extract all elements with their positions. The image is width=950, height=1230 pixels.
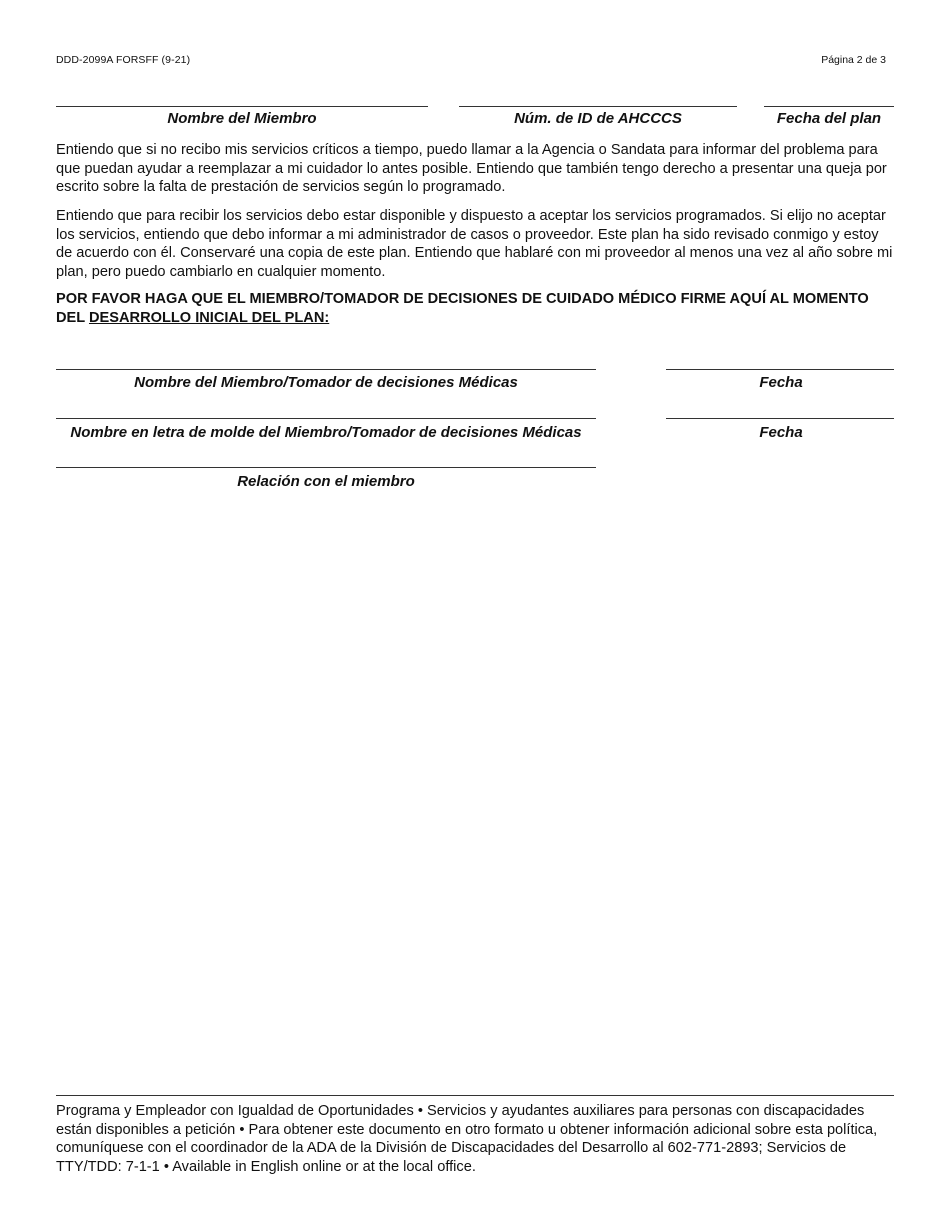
date-label-1: Fecha [759, 374, 803, 391]
footer-text: Programa y Empleador con Igualdad de Oportunidades • Servicios y ayudantes auxiliares para personas con discapacidades están disponibles a petición • Para obtener este documento en otro formato u obtener información adicional sobre esta política, comuníquese con el coordinador de la ADA de la División de Discapacidades del Desarrollo al 602-771-2893; Servicios de TTY/TDD: 7-1-1 • Available in English online or at the local office. [56, 1103, 878, 1175]
printed-name-label: Nombre en letra de molde del Miembro/Tomador de decisiones Médicas [70, 424, 582, 441]
instruction-text: POR FAVOR HAGA QUE EL MIEMBRO/TOMADOR DE DECISIONES DE CUIDADO MÉDICO FIRME AQUÍ AL MOMENTO DEL [56, 291, 869, 326]
date-line-1[interactable] [666, 369, 894, 370]
member-name-label: Nombre del Miembro [167, 110, 317, 127]
member-name-line[interactable] [56, 106, 428, 107]
footer-divider [56, 1095, 894, 1096]
plan-date-line[interactable] [764, 106, 894, 107]
member-signature-line[interactable] [56, 369, 596, 370]
plan-date-label: Fecha del plan [776, 110, 882, 127]
paragraph-critical-services: Entiendo que si no recibo mis servicios críticos a tiempo, puedo llamar a la Agencia o Sandata para informar del problema para que puedan ayudar a reemplazar a mi cuidador lo antes posible. Entiendo que también tengo derecho a presentar una queja por escrito sobre la falta de prestación de servicios según lo programado. [56, 142, 887, 196]
page-number: Página 2 de 3 [821, 54, 886, 66]
printed-name-line[interactable] [56, 418, 596, 419]
relationship-label: Relación con el miembro [237, 473, 415, 490]
instruction-underlined: DESARROLLO INICIAL DEL PLAN: [88, 309, 330, 326]
date-line-2[interactable] [666, 418, 894, 419]
ahcccs-id-label: Núm. de ID de AHCCCS [514, 110, 682, 127]
signature-instruction [56, 290, 898, 327]
form-code: DDD-2099A FORSFF (9-21) [56, 54, 191, 66]
paragraph-service-acceptance: Entiendo que para recibir los servicios debo estar disponible y dispuesto a aceptar los servicios programados. Si elijo no aceptar los servicios, entiendo que debo informar a mi administrador de casos o proveedor. Este plan ha sido revisado conmigo y estoy de acuerdo con él. Conservaré una copia de este plan. Entiendo que hablaré con mi proveedor al menos una vez al año sobre mi plan, pero puedo cambiarlo en cualquier momento. [56, 208, 893, 280]
member-signature-label: Nombre del Miembro/Tomador de decisiones Médicas [134, 374, 518, 391]
ahcccs-id-line[interactable] [459, 106, 737, 107]
relationship-line[interactable] [56, 467, 596, 468]
date-label-2: Fecha [759, 424, 803, 441]
